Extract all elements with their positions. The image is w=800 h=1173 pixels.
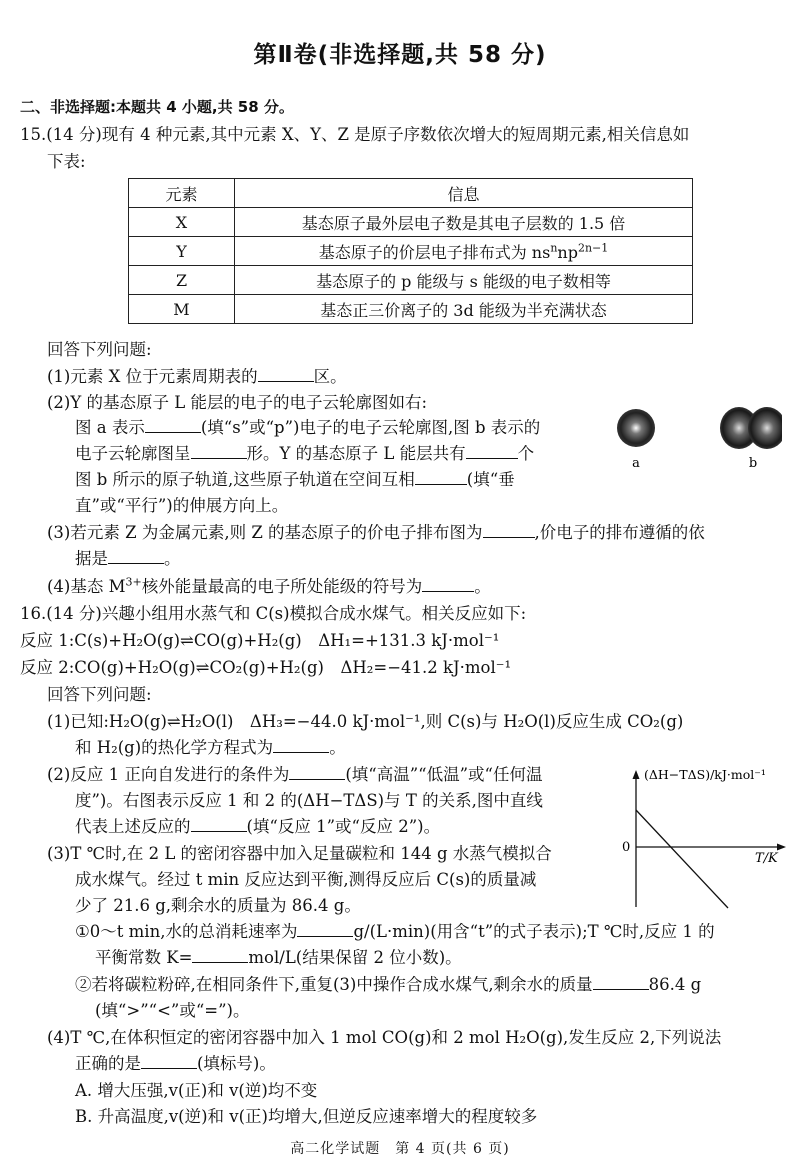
q16-part2-line1 <box>47 765 543 785</box>
answer-blank[interactable] <box>192 948 248 963</box>
info-cell: 基态原子最外层电子数是其电子层数的 1.5 倍 <box>235 208 693 237</box>
q15-intro: 15.(14 分)现有 4 种元素,其中元素 X、Y、Z 是原子序数依次增大的短周期元素,相关信息如 <box>20 125 690 144</box>
q16-part3-text: ①0～t min,水的总消耗速率为 <box>75 922 298 941</box>
q16-part3-i-line2 <box>95 948 462 968</box>
q16-part3-line3: 少了 21.6 g,剩余水的质量为 86.4 g。 <box>75 896 361 915</box>
answer-blank[interactable] <box>415 470 467 485</box>
element-cell: Y <box>129 237 235 266</box>
q16-part2-line2: 度”)。右图表示反应 1 和 2 的(ΔH−TΔS)与 T 的关系,图中直线 <box>75 791 543 810</box>
q15-part2-line1 <box>75 418 540 438</box>
q16-part2-text: (填“反应 1”或“反应 2”)。 <box>246 817 441 836</box>
q16-part2-text: (填“高温”“低温”或“任何温 <box>345 765 543 784</box>
answer-blank[interactable] <box>191 444 247 459</box>
q15-part3-line1 <box>47 523 705 543</box>
table-header-row <box>129 179 693 208</box>
info-cell: 基态正三价离子的 3d 能级为半充满状态 <box>235 295 693 324</box>
q15-part2-text: (填“垂 <box>466 470 515 489</box>
q16-part2-text: 代表上述反应的 <box>75 817 191 836</box>
answer-blank[interactable] <box>289 765 345 780</box>
reaction-1: 反应 1:C(s)+H₂O(g)⇌CO(g)+H₂(g) ΔH₁=+131.3 kJ·mol⁻¹ <box>20 631 500 650</box>
q15-part1-text-end: 区。 <box>313 367 347 386</box>
q16-part3-text: ②若将碳粒粉碎,在相同条件下,重复(3)中操作合成水煤气,剩余水的质量 <box>75 975 593 994</box>
q15-part2-line2 <box>75 444 534 464</box>
section-heading: 二、非选择题:本题共 4 小题,共 58 分。 <box>20 98 294 116</box>
q16-part1-line1: (1)已知:H₂O(g)⇌H₂O(l) ΔH₃=−44.0 kJ·mol⁻¹,则 C(s)与 H₂O(l)反应生成 CO₂(g) <box>47 712 684 731</box>
answer-blank[interactable] <box>145 418 201 433</box>
q15-part2-line3 <box>75 470 515 490</box>
table-row <box>129 295 693 324</box>
table-row <box>129 266 693 295</box>
element-cell: M <box>129 295 235 324</box>
q15-part3-line2 <box>75 549 181 569</box>
q16-part4-line1: (4)T ℃,在体积恒定的密闭容器中加入 1 mol CO(g)和 2 mol H₂O(g),发生反应 2,下列说法 <box>47 1028 722 1047</box>
orbital-b-label: b <box>748 456 758 471</box>
info-sup: n <box>550 241 558 255</box>
dh-tds-graph <box>618 762 798 912</box>
q15-part3-text: ,价电子的排布遵循的依 <box>534 523 705 542</box>
answer-blank[interactable] <box>466 444 518 459</box>
answer-blank[interactable] <box>593 975 649 990</box>
q15-intro-cont: 下表: <box>47 152 86 171</box>
page-footer: 高二化学试题 第 4 页(共 6 页) <box>290 1141 510 1157</box>
graph-y-label: (ΔH−TΔS)/kJ·mol⁻¹ <box>644 767 766 782</box>
answer-blank[interactable] <box>422 577 474 592</box>
info-text: 基态原子的价层电子排布式为 ns <box>318 242 551 262</box>
q15-part3-text: (3)若元素 Z 为金属元素,则 Z 的基态原子的价电子排布图为 <box>47 523 483 542</box>
answer-blank[interactable] <box>141 1054 197 1069</box>
answer-blank[interactable] <box>191 817 247 832</box>
page-title: 第Ⅱ卷(非选择题,共 58 分) <box>253 42 547 68</box>
q16-part3-ii-line1 <box>75 975 701 995</box>
q15-part3-text: 。 <box>164 549 181 568</box>
y-axis-arrow-icon <box>633 770 640 779</box>
table-header-info: 信息 <box>235 179 693 208</box>
answer-blank[interactable] <box>297 922 353 937</box>
reaction-2: 反应 2:CO(g)+H₂O(g)⇌CO₂(g)+H₂(g) ΔH₂=−41.2 kJ·mol⁻¹ <box>20 658 512 677</box>
q16-part4-line2 <box>75 1054 276 1074</box>
info-cell <box>235 237 693 266</box>
orbital-figures <box>612 400 782 480</box>
q16-part1-line2 <box>75 738 346 758</box>
q16-part1-text: 。 <box>329 738 346 757</box>
q15-part4-text: (4)基态 M <box>47 577 126 596</box>
q16-answer-prompt: 回答下列问题: <box>47 685 152 704</box>
info-sup: 2n−1 <box>577 241 609 255</box>
table-header-element: 元素 <box>129 179 235 208</box>
option-a: A. 增大压强,v(正)和 v(逆)均不变 <box>75 1081 318 1100</box>
table-row <box>129 208 693 237</box>
table-row <box>129 237 693 266</box>
q15-part4 <box>47 577 491 597</box>
q16-part3-ii-line2: (填“>”“<”或“=”)。 <box>95 1001 250 1020</box>
x-axis-arrow-icon <box>777 844 786 851</box>
q15-part4-text: 核外能量最高的电子所处能级的符号为 <box>141 577 423 596</box>
answer-blank[interactable] <box>108 549 164 564</box>
info-cell: 基态原子的 p 能级与 s 能级的电子数相等 <box>235 266 693 295</box>
q15-part2-text: (填“s”或“p”)电子的电子云轮廓图,图 b 表示的 <box>200 418 541 437</box>
answer-blank[interactable] <box>273 738 329 753</box>
q16-part2-text: (2)反应 1 正向自发进行的条件为 <box>47 765 290 784</box>
p-orbital-dumbbell-icon <box>720 407 782 449</box>
graph-x-label: T/K <box>755 851 778 866</box>
option-b: B. 升高温度,v(逆)和 v(正)均增大,但逆反应速率增大的程度较多 <box>75 1107 538 1126</box>
graph-origin-label: 0 <box>622 840 631 855</box>
q15-part2-text: 图 a 表示 <box>75 418 145 437</box>
q15-part1-text: (1)元素 X 位于元素周期表的 <box>47 367 258 386</box>
q16-intro: 16.(14 分)兴趣小组用水蒸气和 C(s)模拟合成水煤气。相关反应如下: <box>20 604 527 623</box>
q16-part3-text: 平衡常数 K= <box>95 948 193 967</box>
q15-answer-prompt: 回答下列问题: <box>47 340 152 359</box>
q16-part4-text: 正确的是 <box>75 1054 141 1073</box>
q16-part2-line3 <box>75 817 440 837</box>
q16-part1-text: 和 H₂(g)的热化学方程式为 <box>75 738 274 757</box>
reaction-line <box>636 810 728 908</box>
q15-part2-text: 形。Y 的基态原子 L 能层共有 <box>246 444 466 463</box>
q15-part2-intro: (2)Y 的基态原子 L 能层的电子的电子云轮廓图如右: <box>47 393 428 412</box>
orbital-a-label: a <box>632 456 640 471</box>
q16-part3-text: mol/L(结果保留 2 位小数)。 <box>248 948 462 967</box>
element-info-table <box>128 178 693 324</box>
q15-part1 <box>47 367 347 387</box>
q16-part4-text: (填标号)。 <box>197 1054 276 1073</box>
q15-part2-text: 电子云轮廓图呈 <box>75 444 191 463</box>
q16-part3-line1: (3)T ℃时,在 2 L 的密闭容器中加入足量碳粒和 144 g 水蒸气模拟合 <box>47 844 552 863</box>
q15-part3-text: 据是 <box>75 549 108 568</box>
element-cell: Z <box>129 266 235 295</box>
element-cell: X <box>129 208 235 237</box>
q15-part4-sup: 3+ <box>125 575 142 589</box>
q16-part3-text: 86.4 g <box>648 975 702 994</box>
info-text: np <box>557 242 578 262</box>
q16-part3-text: g/(L·min)(用含“t”的式子表示);T ℃时,反应 1 的 <box>353 922 715 941</box>
q16-part3-line2: 成水煤气。经过 t min 反应达到平衡,测得反应后 C(s)的质量减 <box>75 870 537 889</box>
q15-part2-text: 个 <box>517 444 535 463</box>
q15-part2-text: 图 b 所示的原子轨道,这些原子轨道在空间互相 <box>75 470 415 489</box>
q15-part4-text: 。 <box>474 577 491 596</box>
answer-blank[interactable] <box>483 523 535 538</box>
q15-part2-line4: 直”或“平行”)的伸展方向上。 <box>75 496 289 515</box>
s-orbital-sphere-icon <box>617 409 655 447</box>
q16-part3-i-line1 <box>75 922 715 942</box>
answer-blank[interactable] <box>258 367 314 382</box>
